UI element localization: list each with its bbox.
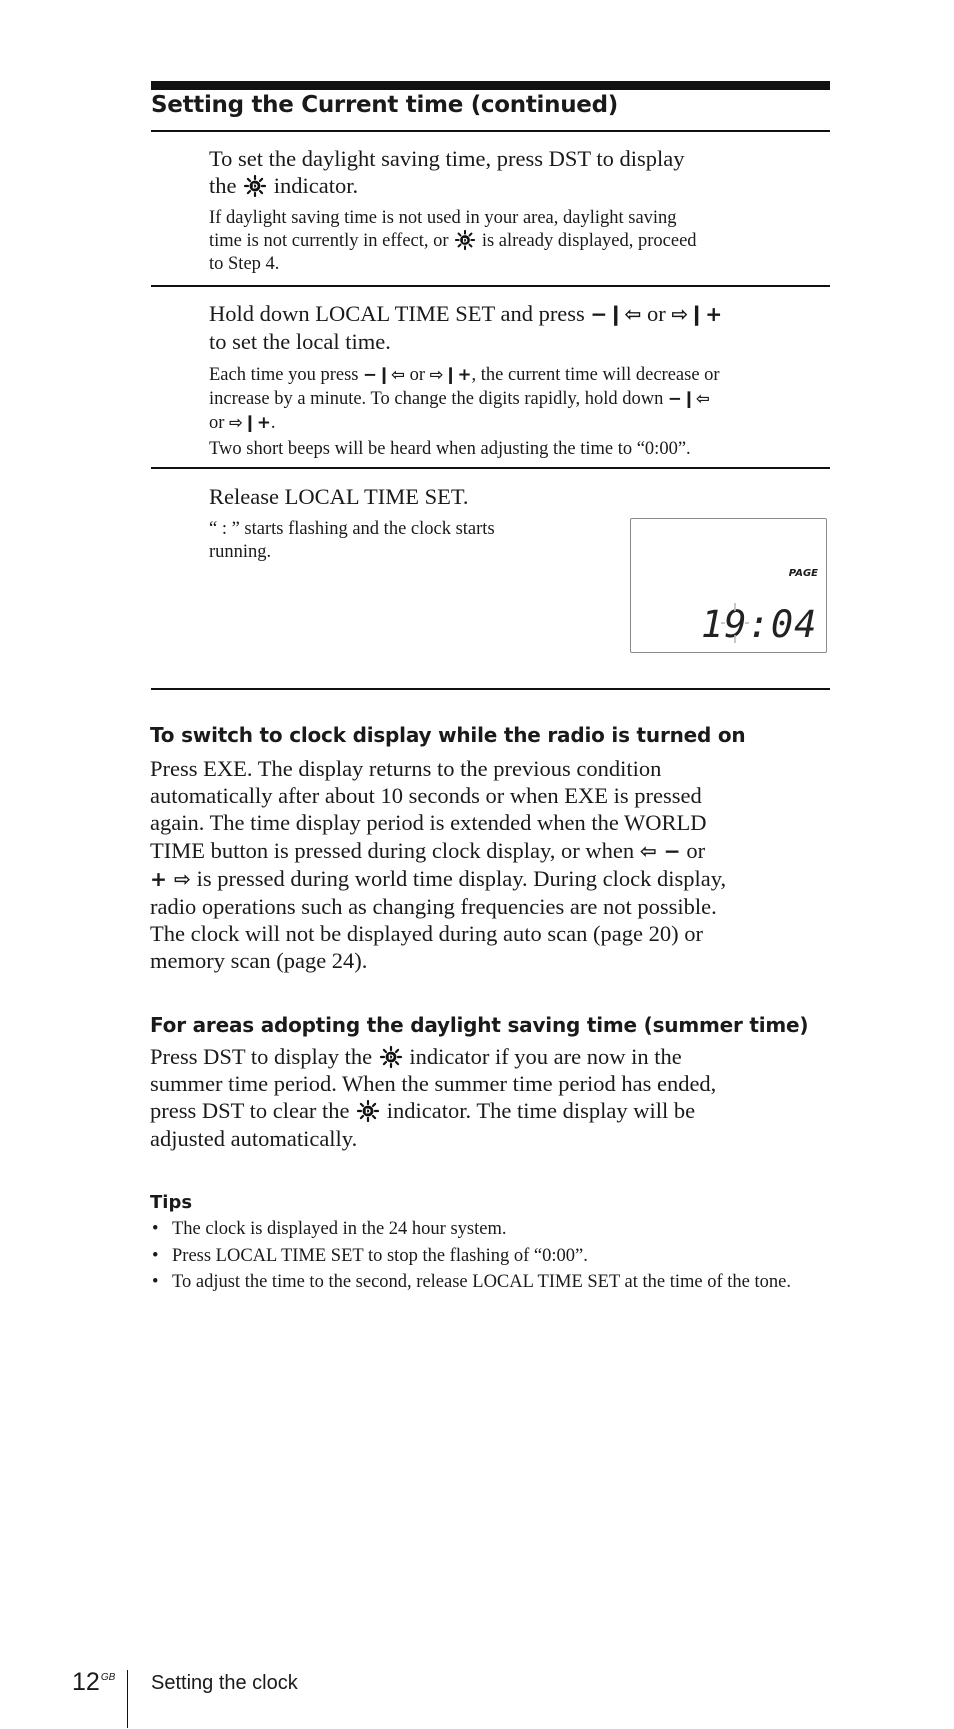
divider (151, 467, 830, 469)
lcd-display-illustration (630, 518, 827, 653)
lcd-page-label: PAGE (788, 568, 818, 579)
fwd-plus-icon: ⇨❙+ (429, 365, 472, 384)
top-rule (151, 81, 830, 90)
footer-divider (127, 1670, 128, 1728)
dst-sun-icon (380, 1046, 402, 1068)
lcd-time-digits (683, 601, 818, 646)
clock-display-heading: To switch to clock display while the radio is turned on (150, 723, 746, 747)
list-item: • Press LOCAL TIME SET to stop the flashing of “0:00”. (152, 1245, 588, 1266)
minus-back-icon: −❙⇦ (590, 302, 642, 326)
page-number: $12^{GB}$ (72, 1668, 116, 1696)
dst-sun-icon (244, 175, 266, 197)
divider (151, 688, 830, 690)
minus-back-icon: −❙⇦ (363, 365, 405, 384)
fwd-plus-icon: ⇨❙+ (671, 302, 723, 326)
step-release-body: “ : ” starts flashing and the clock starts running. (209, 519, 495, 562)
dst-sun-icon (357, 1100, 379, 1122)
tips-heading: Tips (150, 1192, 193, 1213)
step-release-heading: Release LOCAL TIME SET. (209, 484, 469, 509)
back-minus-icon: ⇦ − (639, 838, 681, 863)
dst-sun-icon (455, 230, 475, 250)
divider (151, 130, 830, 132)
divider (151, 285, 830, 287)
list-item: • The clock is displayed in the 24 hour system. (152, 1219, 507, 1239)
dst-section-heading: For areas adopting the daylight saving time (summer time) (150, 1013, 809, 1037)
step-local-time-body: Each time you press −❙⇦ or ⇨❙+, the current time will decrease or increase by a minute. To change the digits rapidly, hold down −❙⇦ or ⇨❙+. Two short beeps will be heard when adjusting the time to “0:00”. (209, 365, 720, 459)
clock-display-paragraph: Press EXE. The display returns to the previous condition automatically after about 10 seconds or when EXE is pressed again. The time display period is extended when the WORLD TIME button is pressed during clock display, or when ⇦ − or + ⇨ is pressed during world time display. During clock display, radio operations such as changing frequencies are not possible. The clock will not be displayed during auto scan (page 20) or memory scan (page 24). (150, 756, 727, 974)
section-title: Setting the Current time (continued) (151, 92, 618, 118)
list-item: • To adjust the time to the second, release LOCAL TIME SET at the time of the tone. (152, 1272, 791, 1292)
step-dst-body: If daylight saving time is not used in your area, daylight saving time is not currently in effect, or is already displayed, proceed to Step 4. (209, 208, 697, 274)
footer-section-label: Setting the clock (151, 1672, 298, 1694)
minus-back-icon: −❙⇦ (668, 389, 710, 408)
dst-section-paragraph: Press DST to display the indicator if you are now in the summer time period. When the summer time period has ended, press DST to clear the indicator. The time display will be adjusted automatically. (150, 1044, 717, 1151)
step-local-time-heading: Hold down LOCAL TIME SET and press −❙⇦ or ⇨❙+ to set the local time. (209, 301, 723, 354)
lcd-time-text: 19:04 (701, 603, 818, 646)
plus-fwd-icon: + ⇨ (150, 866, 191, 891)
fwd-plus-icon: ⇨❙+ (229, 413, 271, 432)
tips-list (150, 1218, 840, 1298)
step-dst-heading: To set the daylight saving time, press DST to display the indicator. (209, 146, 685, 198)
